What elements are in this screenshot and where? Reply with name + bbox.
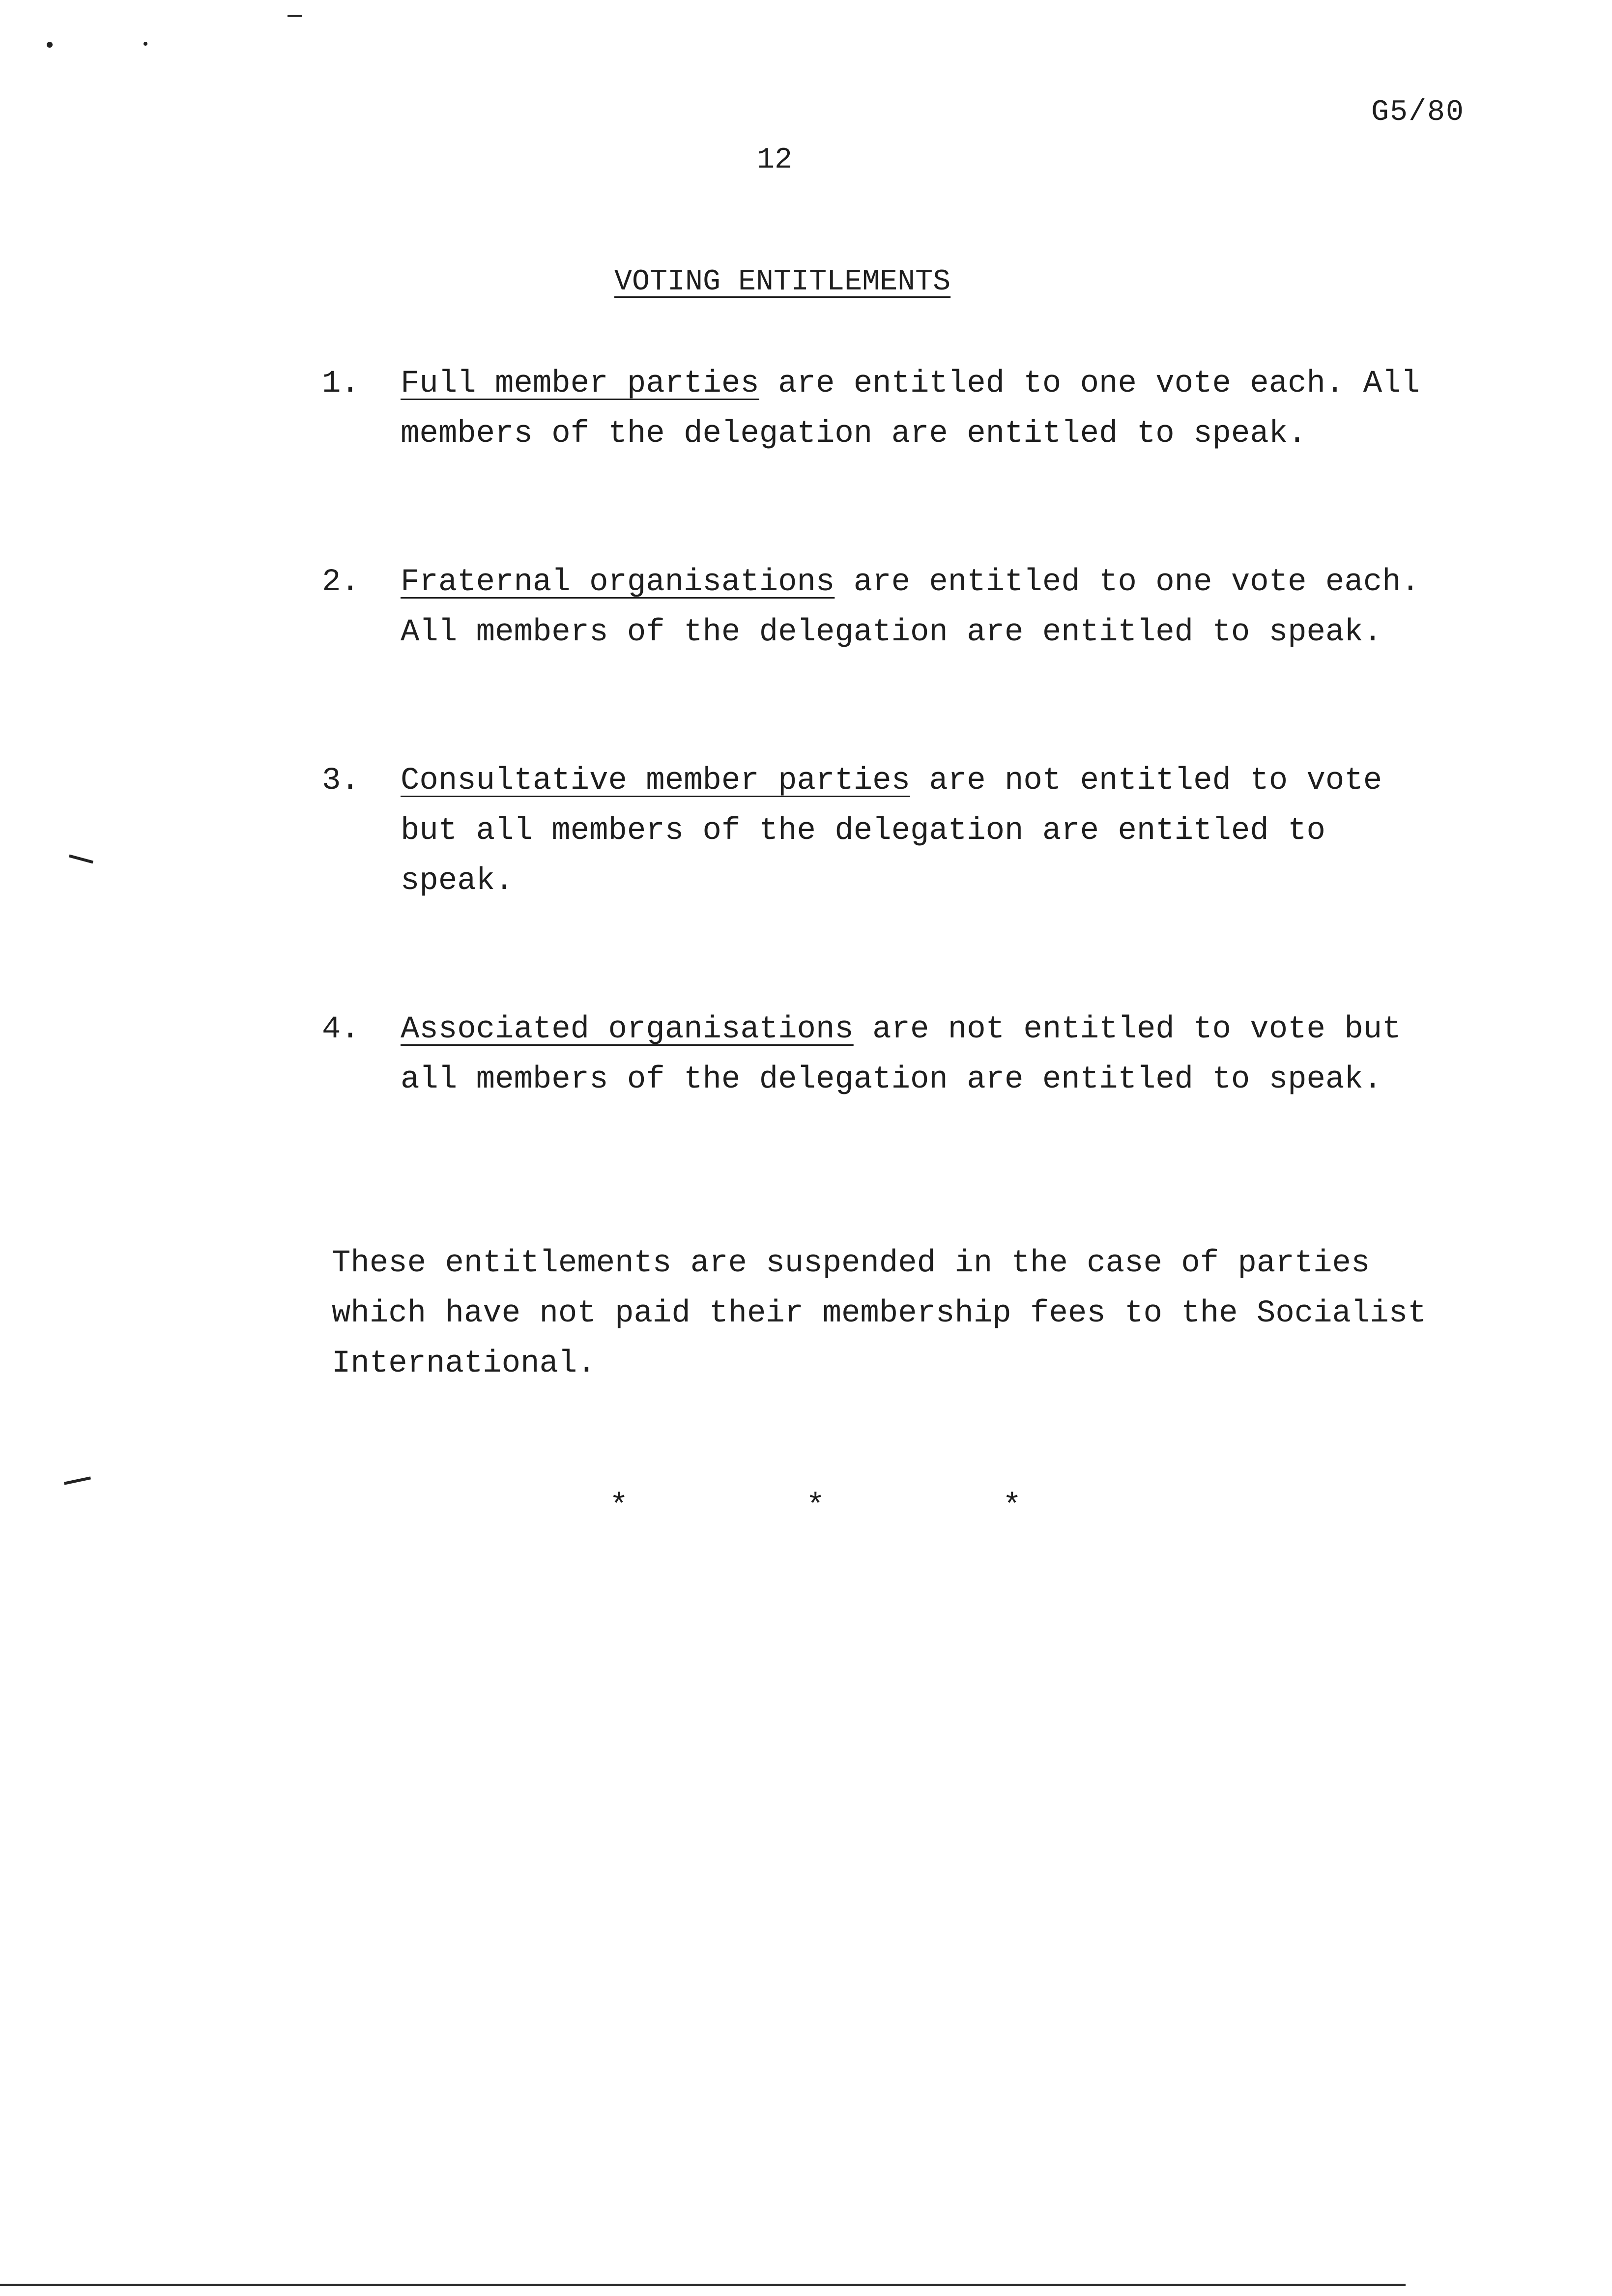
page-number: 12 [757, 144, 793, 177]
closing-note: These entitlements are suspended in the case of parties which have not paid their membership fees to the Socialist International. [332, 1246, 1427, 1381]
item-text: are not entitled to vote but all members of the delegation are entitled to speak. [401, 763, 1382, 899]
separator-star: * [609, 1489, 629, 1524]
item-number: 4. [322, 1012, 360, 1047]
item-term: Associated organisations [401, 1012, 854, 1047]
page-title: VOTING ENTITLEMENTS [614, 265, 951, 299]
scan-speck [69, 855, 93, 864]
scan-speck [288, 15, 302, 17]
document-reference: G5/80 [1371, 96, 1465, 129]
separator-star: * [806, 1489, 825, 1524]
item-number: 2. [322, 565, 360, 600]
list-item [322, 359, 1452, 459]
entitlements-list [322, 359, 1452, 1203]
item-text: are not entitled to vote but all members of the delegation are entitled to speak. [401, 1012, 1401, 1097]
bottom-rule [0, 2284, 1406, 2286]
item-text: are entitled to one vote each. All members of the delegation are entitled to speak. [401, 565, 1420, 650]
item-text: are entitled to one vote each. All members of the delegation are entitled to speak. [401, 366, 1420, 452]
scan-speck [64, 1476, 91, 1485]
scan-speck [47, 42, 53, 48]
list-item [322, 756, 1452, 906]
section-separator [609, 1489, 1199, 1524]
item-number: 3. [322, 763, 360, 799]
scan-speck [144, 42, 147, 46]
item-term: Fraternal organisations [401, 565, 835, 600]
item-term: Consultative member parties [401, 763, 910, 799]
item-number: 1. [322, 366, 360, 402]
list-item [322, 557, 1452, 658]
list-item [322, 1004, 1452, 1105]
item-term: Full member parties [401, 366, 759, 402]
separator-star: * [1003, 1489, 1022, 1524]
